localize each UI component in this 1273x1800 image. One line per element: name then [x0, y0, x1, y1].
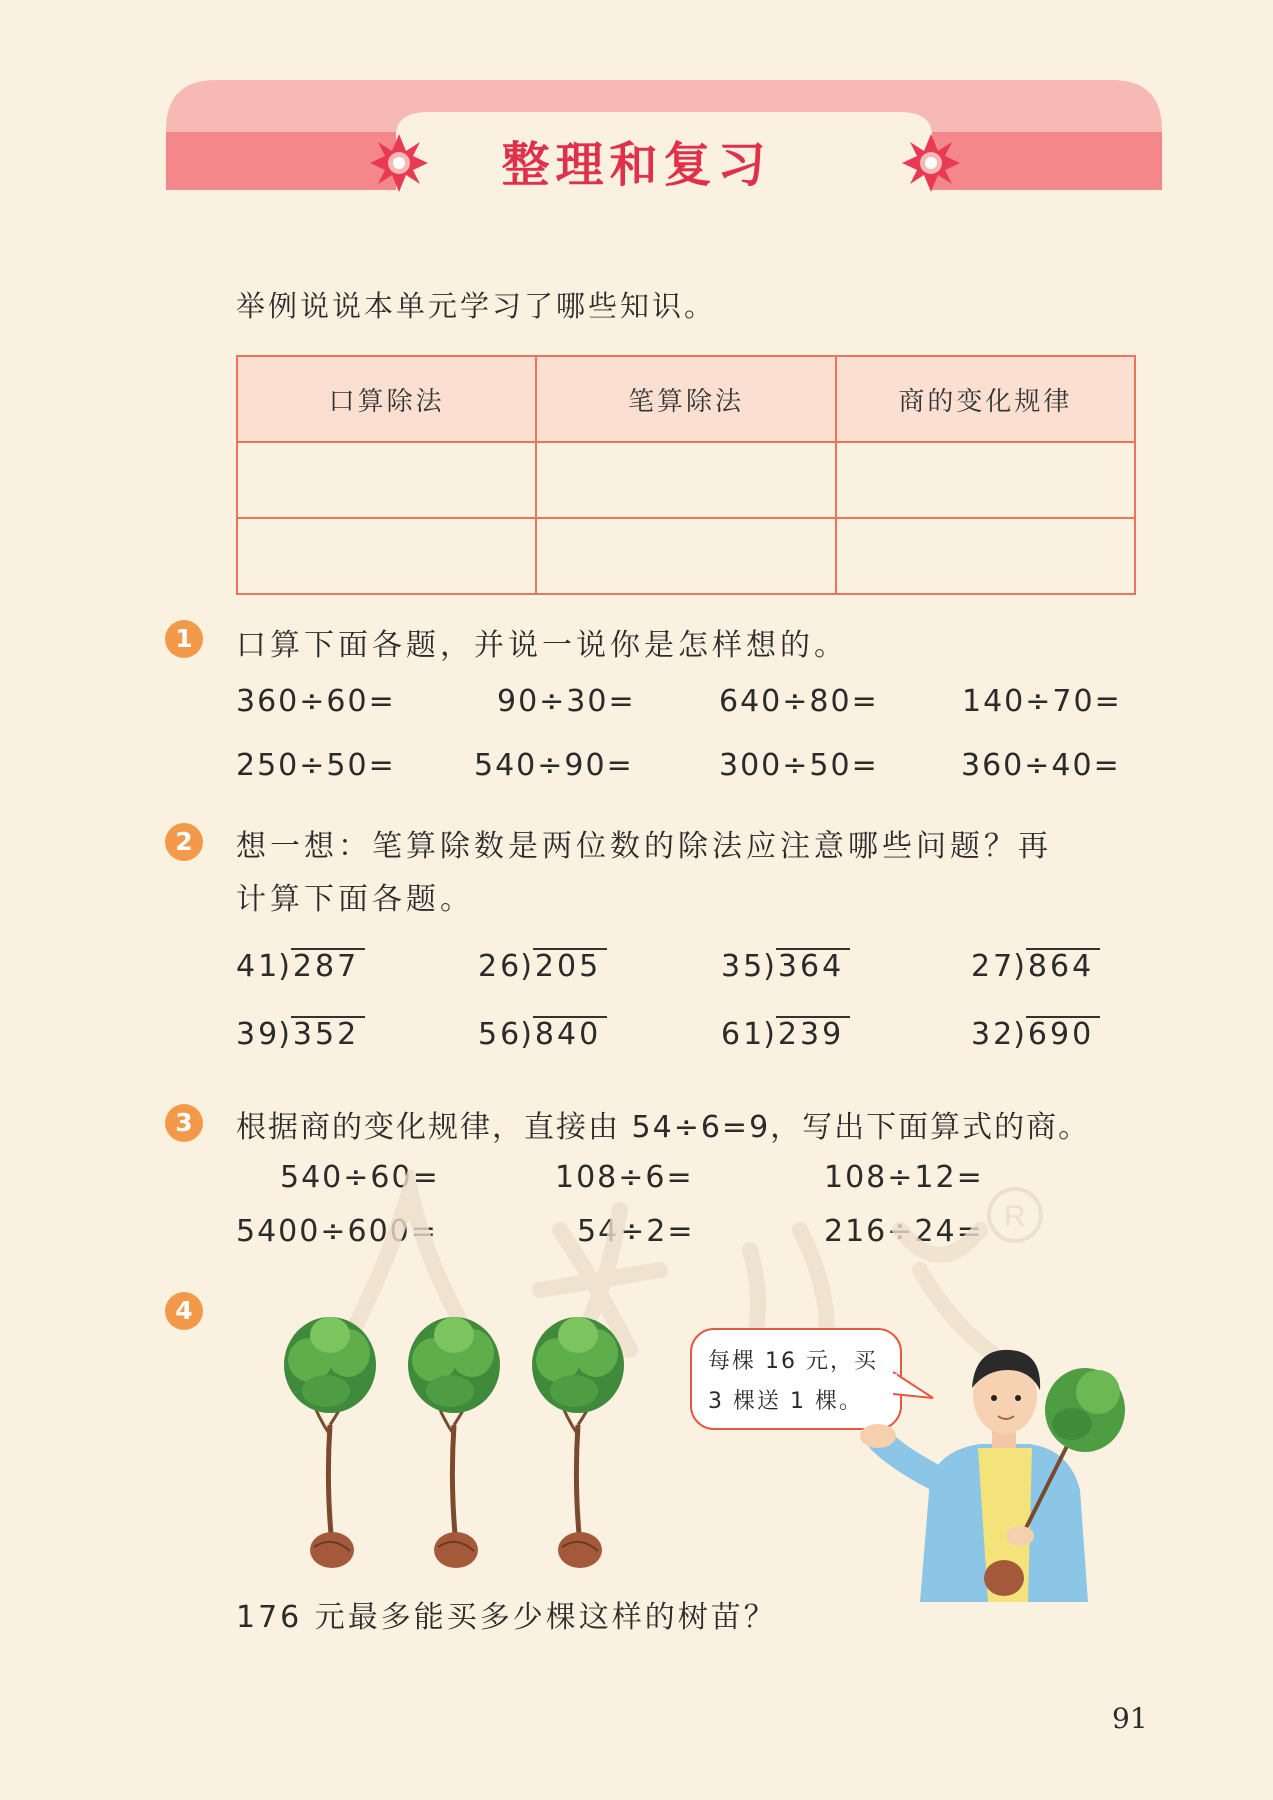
speech-line: 每棵 16 元，买	[708, 1349, 878, 1374]
boy-illustration	[860, 1340, 1130, 1602]
question-number-badge: 4	[165, 1292, 203, 1330]
question-3-text: 根据商的变化规律，直接由 54÷6=9，写出下面算式的商。	[236, 1110, 1091, 1145]
math-expression: 5400÷600=	[236, 1214, 438, 1249]
long-division: 39)352	[236, 1016, 365, 1052]
math-expression: 360÷40=	[961, 748, 1121, 783]
table-cell-blank[interactable]	[536, 442, 835, 518]
knowledge-table	[236, 355, 1136, 595]
table-row	[237, 442, 1135, 518]
question-1-text: 口算下面各题，并说一说你是怎样想的。	[236, 628, 848, 663]
page-number: 91	[1112, 1702, 1148, 1735]
math-expression: 140÷70=	[962, 684, 1122, 719]
table-header-cell: 商的变化规律	[836, 356, 1135, 442]
math-expression: 90÷30=	[497, 684, 636, 719]
long-division: 35)364	[721, 948, 850, 984]
intro-text: 举例说说本单元学习了哪些知识。	[236, 289, 717, 323]
math-expression: 540÷90=	[474, 748, 634, 783]
table-header-row	[237, 356, 1135, 442]
table-cell-blank[interactable]	[536, 518, 835, 594]
question-4-text: 176 元最多能买多少棵这样的树苗？	[236, 1600, 777, 1635]
table-cell-blank[interactable]	[836, 442, 1135, 518]
table-cell-blank[interactable]	[237, 442, 536, 518]
math-expression: 360÷60=	[236, 684, 396, 719]
long-division: 56)840	[478, 1016, 607, 1052]
long-division: 27)864	[971, 948, 1100, 984]
math-expression: 250÷50=	[236, 748, 396, 783]
table-header-cell: 笔算除法	[536, 356, 835, 442]
math-expression: 108÷6=	[555, 1160, 694, 1195]
math-expression: 300÷50=	[719, 748, 879, 783]
question-number-badge: 2	[165, 823, 203, 861]
table-cell-blank[interactable]	[237, 518, 536, 594]
math-expression: 216÷24=	[824, 1214, 984, 1249]
long-division: 61)239	[721, 1016, 850, 1052]
question-number-badge: 3	[165, 1104, 203, 1142]
long-division: 26)205	[478, 948, 607, 984]
table-row	[237, 518, 1135, 594]
math-expression: 540÷60=	[280, 1160, 440, 1195]
long-division: 32)690	[971, 1016, 1100, 1052]
page-title: 整理和复习	[501, 137, 772, 193]
table-cell-blank[interactable]	[836, 518, 1135, 594]
sapling-illustration	[270, 1305, 630, 1570]
long-division: 41)287	[236, 948, 365, 984]
math-expression: 640÷80=	[719, 684, 879, 719]
question-2-text-line2: 计算下面各题。	[236, 882, 474, 917]
table-header-cell: 口算除法	[237, 356, 536, 442]
speech-line: 3 棵送 1 棵。	[708, 1389, 863, 1414]
math-expression: 108÷12=	[824, 1160, 984, 1195]
svg-text:R: R	[1004, 1200, 1026, 1233]
question-2-text-line1: 想一想：笔算除数是两位数的除法应注意哪些问题？再	[236, 829, 1052, 864]
question-number-badge: 1	[165, 620, 203, 658]
math-expression: 54÷2=	[577, 1214, 695, 1249]
